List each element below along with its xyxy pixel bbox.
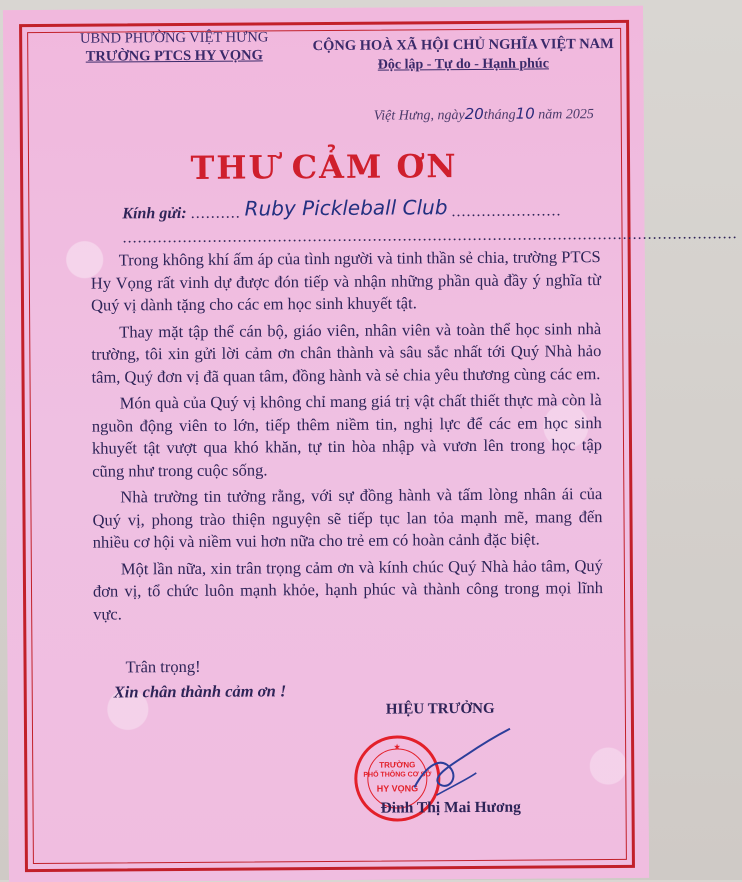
school-name: TRƯỜNG PTCS HY VỌNG (85, 47, 263, 65)
date-year: năm 2025 (538, 107, 594, 123)
closing-thanks: Xin chân thành cảm ơn ! (113, 681, 287, 702)
letter-body (91, 246, 604, 630)
paragraph: Thay mặt tập thể cán bộ, giáo viên, nhân viên và toàn thể học sinh nhà trường, tôi xin gửi lời cảm ơn chân thành và sâu sắc nhất tới Quý Nhà hảo tâm, Quý đơn vị đã quan tâm, đồng hành và sẻ chia yêu thương cùng các em. (91, 318, 602, 387)
country-name: CỘNG HOÀ XÃ HỘI CHỦ NGHĨA VIỆT NAM (312, 35, 614, 55)
greeting-dots-line: ........................................................................................................................... (122, 225, 738, 247)
paragraph: Trong không khí ấm áp của tình người và tinh thần sẻ chia, trường PTCS Hy Vọng rất vinh dự được đón tiếp và nhận những phần quà đầy ý nghĩa từ Quý vị dành tặng cho các em học sinh khuyết tật. (90, 247, 601, 315)
closing-regards: Trân trọng! (125, 656, 201, 677)
signer-role: HIỆU TRƯỞNG (385, 700, 495, 718)
header-left (59, 28, 289, 66)
letter-paper (3, 6, 738, 882)
date-month: 10 (515, 104, 535, 123)
letter-title: THƯ CẢM ƠN (190, 147, 458, 187)
authority-name: UBND PHƯỜNG VIỆT HƯNG (79, 29, 269, 47)
greeting-dots-after: ...................... (451, 202, 562, 221)
signer-name: Đinh Thị Mai Hương (380, 798, 521, 817)
paragraph: Nhà trường tin tưởng rằng, với sự đồng hành và tấm lòng nhân ái của Quý vị, phong trào thiện nguyện sẽ tiếp tục lan tỏa mạnh mẽ, mang đến nhiều cơ hội và niềm vui hơn nữa cho trẻ em có hoàn cảnh đặc biệt. (92, 484, 603, 552)
seal-line2: PHỔ THÔNG CƠ SỞ (363, 771, 432, 779)
handwritten-signature (406, 725, 517, 806)
seal-line3: HY VỌNG (376, 783, 419, 794)
seal-star-icon: ★ (393, 742, 401, 752)
date-day: 20 (464, 104, 484, 124)
greeting-line (122, 196, 602, 223)
paragraph: Một lần nữa, xin trân trọng cảm ơn và kính chúc Quý Nhà hảo tâm, Quý đơn vị, tổ chức luôn mạnh khỏe, hạnh phúc và thành công trong mọi lĩnh vực. (92, 555, 604, 624)
header-right (303, 34, 623, 76)
seal-line1: TRƯỜNG (379, 760, 416, 770)
paragraph: Món quà của Quý vị không chỉ mang giá trị vật chất thiết thực mà còn là nguồn động viên to lớn, tiếp thêm niềm tin, nghị lực để các em học sinh khuyết tật vượt qua khó khăn, tự tin hòa nhập và vươn lên trong học tập cũng như trong cuộc sống. (91, 390, 603, 481)
date-month-label: tháng (483, 107, 516, 123)
greeting-dots-before: .......... (190, 204, 241, 222)
greeting-label: Kính gửi: (122, 204, 187, 223)
date-line (374, 104, 594, 125)
recipient-name: Ruby Pickleball Club (244, 195, 448, 221)
national-motto: Độc lập - Tự do - Hạnh phúc (377, 56, 549, 73)
date-place: Việt Hưng, ngày (373, 108, 465, 124)
